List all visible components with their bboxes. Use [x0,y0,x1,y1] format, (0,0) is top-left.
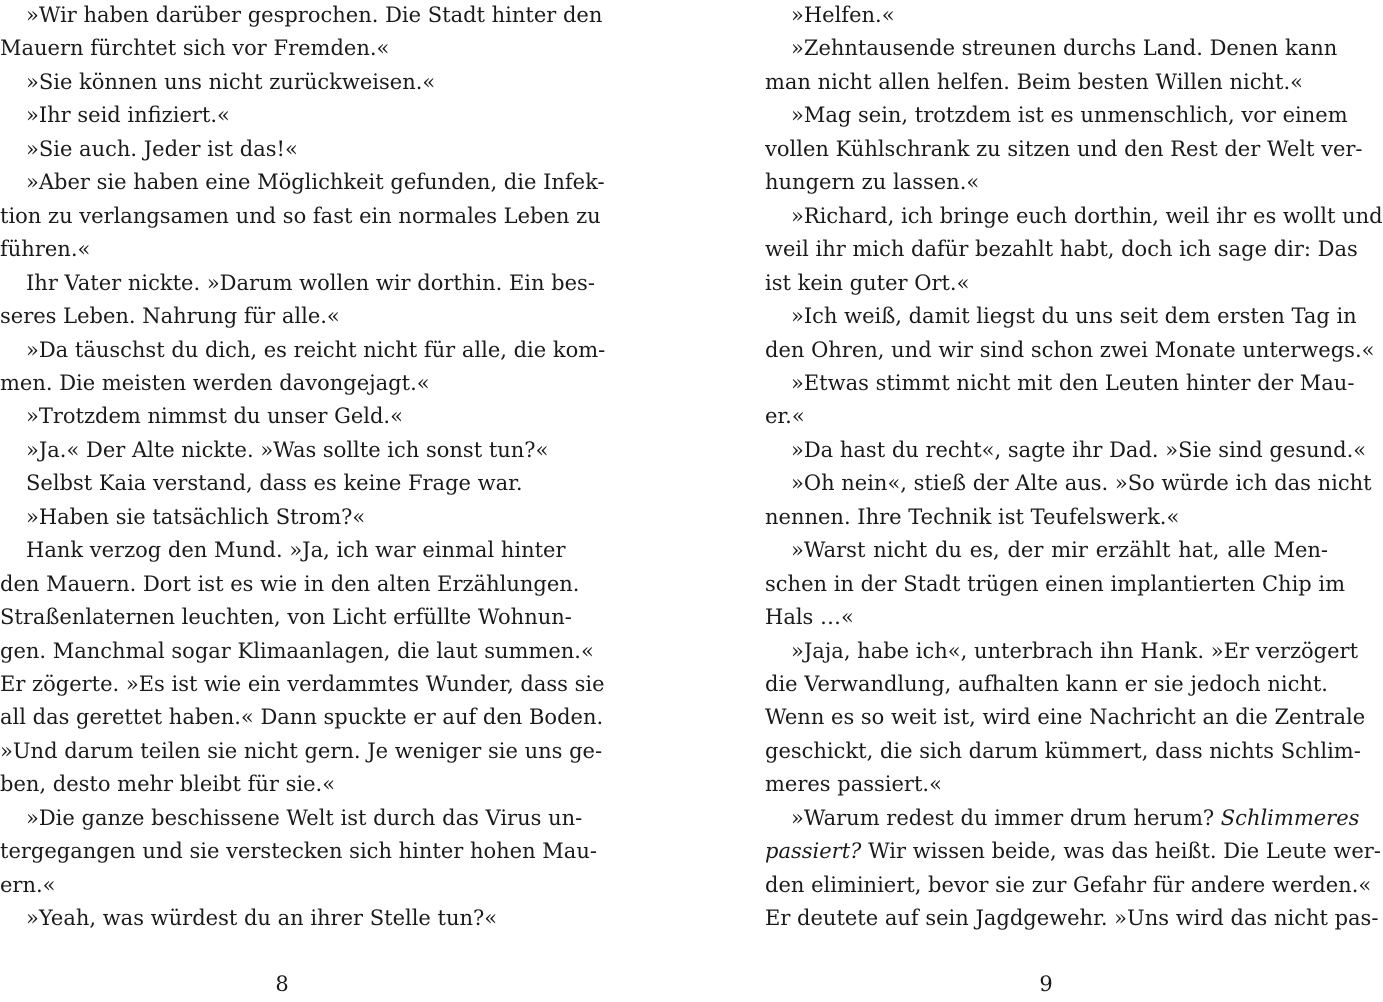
text-line: »Zehntausende streunen durchs Land. Denen kann [791,36,1338,61]
text-line: men. Die meisten werden davongejagt.« [0,370,430,395]
text-line: ern.« [0,872,56,897]
text-line: die Verwandlung, aufhalten kann er sie jedoch nicht. [765,672,1328,696]
text-line: »Da hast du recht«, sagte ihr Dad. »Sie sind gesund.« [791,437,1367,462]
text-line: »Richard, ich bringe euch dorthin, weil ihr es wollt und [791,203,1383,228]
text-line: Hals …« [765,605,854,630]
text-line: »Warst nicht du es, der mir erzählt hat, alle Men- [791,538,1328,563]
text-line: schen in der Stadt trügen einen implantierten Chip im [765,571,1346,596]
text-line: ist kein guter Ort.« [765,270,970,295]
text-line: hungern zu lassen.« [765,170,980,195]
text-line: »Oh nein«, stieß der Alte aus. »So würde ich das nicht [791,471,1372,496]
text-line: den Ohren, und wir sind schon zwei Monate unterwegs.« [765,337,1375,362]
text-line: man nicht allen helfen. Beim besten Willen nicht.« [765,69,1303,94]
text-line: Hank verzog den Mund. »Ja, ich war einmal hinter [26,538,566,563]
text-line: »Aber sie haben eine Möglichkeit gefunden, die Infek- [26,170,605,195]
text-line: Mauern fürchtet sich vor Fremden.« [0,36,390,61]
text-span: »Warum redest du immer drum herum? [791,805,1221,830]
text-line: den Mauern. Dort ist es wie in den alten Erzählungen. [0,571,580,596]
text-line: »Yeah, was würdest du an ihrer Stelle tun?« [26,906,498,931]
text-line: »Die ganze beschissene Welt ist durch das Virus un- [26,805,583,830]
italic-span: Schlimmeres [1220,805,1360,830]
text-line: gen. Manchmal sogar Klimaanlagen, die laut summen.« [0,638,594,663]
text-line: ben, desto mehr bleibt für sie.« [0,772,336,797]
text-line: »Sie können uns nicht zurückweisen.« [26,69,436,94]
text-line: »Helfen.« [791,3,895,27]
text-line: »Wir haben darüber gesprochen. Die Stadt hinter den [26,3,603,27]
text-line: »Da täuschst du dich, es reicht nicht für alle, die kom- [26,337,606,362]
text-line: weil ihr mich dafür bezahlt habt, doch ich sage dir: Das [765,237,1358,262]
page-number-right: 9 [1039,972,1053,996]
text-line: »Ich weiß, damit liegst du uns seit dem ersten Tag in [791,304,1357,329]
text-line: meres passiert.« [765,772,942,797]
text-line: Er zögerte. »Es ist wie ein verdammtes Wunder, dass sie [0,672,605,696]
text-line: »Ja.« Der Alte nickte. »Was sollte ich sonst tun?« [26,437,549,462]
text-line: »Trotzdem nimmst du unser Geld.« [26,404,403,429]
text-line: nennen. Ihre Technik ist Teufelswerk.« [765,504,1180,529]
text-line: »Sie auch. Jeder ist das!« [26,136,298,161]
text-line: tergegangen und sie verstecken sich hinter hohen Mau- [0,839,597,864]
text-line: er.« [765,404,805,429]
text-span: Wir wissen beide, was das heißt. Die Leute wer- [861,839,1381,864]
text-line: all das gerettet haben.« Dann spuckte er auf den Boden. [0,705,604,730]
text-line: vollen Kühlschrank zu sitzen und den Rest der Welt ver- [765,136,1363,161]
text-line: Straßenlaternen leuchten, von Licht erfüllte Wohnun- [0,605,572,630]
text-line: tion zu verlangsamen und so fast ein normales Leben zu [0,203,601,228]
italic-span: passiert? [765,839,862,864]
text-line: »Ihr seid infiziert.« [26,103,230,128]
text-line [791,802,1360,835]
text-line: den eliminiert, bevor sie zur Gefahr für andere werden.« [765,872,1372,897]
text-line: Ihr Vater nickte. »Darum wollen wir dorthin. Ein bes- [26,270,595,295]
text-line: seres Leben. Nahrung für alle.« [0,304,340,329]
text-line: Selbst Kaia verstand, dass es keine Frage war. [26,471,523,496]
text-line: Er deutete auf sein Jagdgewehr. »Uns wird das nicht pas- [765,906,1379,931]
page-number-left: 8 [275,972,289,996]
text-line: Wenn es so weit ist, wird eine Nachricht an die Zentrale [765,705,1366,730]
text-line: geschickt, die sich darum kümmert, dass nichts Schlim- [765,738,1361,763]
text-line: »Haben sie tatsächlich Strom?« [26,504,366,529]
text-line [765,835,1381,868]
text-line: »Und darum teilen sie nicht gern. Je weniger sie uns ge- [0,738,603,763]
text-line: »Mag sein, trotzdem ist es unmenschlich, vor einem [791,103,1348,128]
text-line: »Jaja, habe ich«, unterbrach ihn Hank. »Er verzögert [791,638,1359,663]
text-line: führen.« [0,237,91,262]
text-line: »Etwas stimmt nicht mit den Leuten hinter der Mau- [791,370,1355,395]
